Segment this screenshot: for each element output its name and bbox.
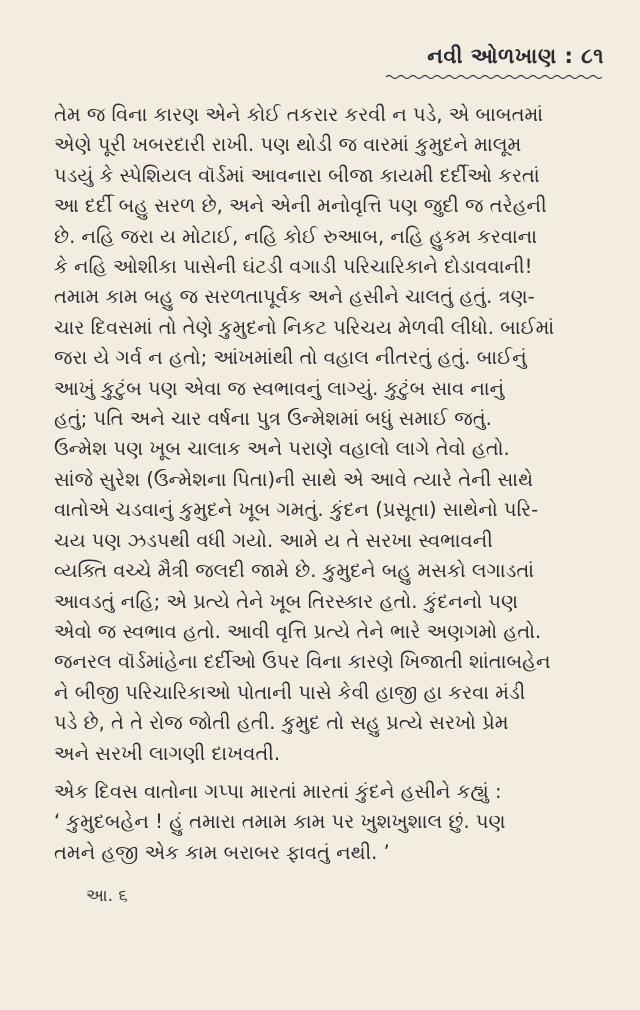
signature-mark: આ. ૬ [86, 886, 128, 906]
paragraph: એક દિવસ વાતોના ગપ્પા મારતાં મારતાં કુંદને હસીને કહ્યું : ‘ કુમુદબહેન ! હું તમારા તમામ કામ પર ખુશખુશાલ છું. પણ તમને હજી એક કામ બરાબર ફાવતું નથી. ’ [54, 779, 506, 864]
body-text [54, 100, 606, 868]
paragraph: તેમ જ વિના કારણ એને કોઈ તકરાર કરવી ન પડે, એ બાબતમાં એણે પૂરી ખબરદારી રાખી. પણ થોડી જ વારમાં કુમુદને માલૂમ પડયું કે સ્પેશિયલ વૉર્ડમાં આવનારા બીજા કાયમી દર્દીઓ કરતાં આ દર્દી બહુ સરળ છે, અને એની મનોવૃત્તિ પણ જુદી જ તરેહની છે. નહિ જરા ય મોટાઈ, નહિ કોઈ રુઆબ, નહિ હુકમ કરવાના કે નહિ ઓશીકા પાસેની ઘંટડી વગાડી પરિચારિકાને દોડાવવાની! તમામ કામ બહુ જ સરળતાપૂર્વક અને હસીને ચાલતું હતું. ત્રણ- ચાર દિવસમાં તો તેણે કુમુદનો નિકટ પરિચય મેળવી લીધો. બાઈમાં જરા યે ગર્વ ન હતો; આંખમાંથી તો વહાલ નીતરતું હતું. બાઈનું આખું કુટુંબ પણ એવા જ સ્વભાવનું લાગ્યું. કુટુંબ સાવ નાનું હતું; પતિ અને ચાર વર્ષના પુત્ર ઉન્મેશમાં બધું સમાઈ જતું. ઉન્મેશ પણ ખૂબ ચાલાક અને પરાણે વહાલો લાગે તેવો હતો. સાંજે સુરેશ (ઉન્મેશના પિતા)ની સાથે એ આવે ત્યારે તેની સાથે વાતોએ ચડવાનું કુમુદને ખૂબ ગમતું. કુંદન (પ્રસૂતા) સાથેનો પરિ- ચય પણ ઝડપથી વધી ગયો. આમે ય તે સરખા સ્વભાવની વ્યક્તિ વચ્ચે મૈત્રી જલદી જામે છે. કુમુદને બહુ મસકો લગાડતાં આવડતું નહિ; એ પ્રત્યે તેને ખૂબ તિરસ્કાર હતો. કુંદનનો પણ એવો જ સ્વભાવ હતો. આવી વૃત્તિ પ્રત્યે તેને ભારે અણગમો હતો. જનરલ વૉર્ડમાંહેના દર્દીઓ ઉપર વિના કારણે ખિજાતી શાંતાબહેન ને બીજી પરિચારિકાઓ પોતાની પાસે કેવી હાજી હા કરવા મંડી પડે છે, તે તે રોજ જોતી હતી. કુમુદ તો સહુ પ્રત્યે સરખો પ્રેમ અને સરખી લાગણી દાખવતી. [54, 103, 555, 765]
running-head-underline [386, 74, 604, 80]
running-head: નવી ઓળખાણ : ૮૧ [427, 44, 604, 68]
